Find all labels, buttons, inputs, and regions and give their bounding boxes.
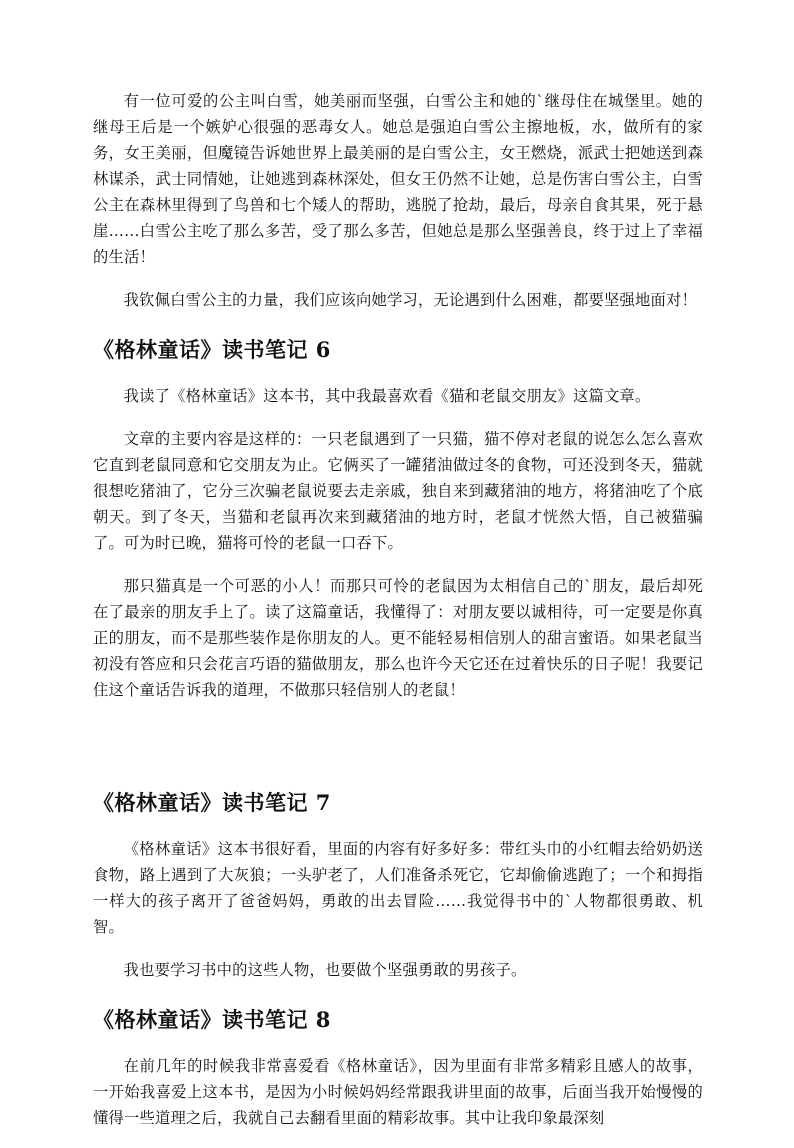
section-6-heading: 《格林童话》读书笔记 6 <box>93 337 331 362</box>
section-8-heading: 《格林童话》读书笔记 8 <box>93 1007 331 1032</box>
section-7-heading: 《格林童话》读书笔记 7 <box>93 790 331 815</box>
section-8-paragraph-1: 在前几年的时候我非常喜爱看《格林童话》，因为里面有非常多精彩且感人的故事，一开始我喜爱上这本书，是因为小时候妈妈经常跟我讲里面的故事，后面当我开始慢慢的懂得一些道理之后，我就自己去翻看里面的精彩故事。其中让我印象最深刻 <box>93 1057 703 1127</box>
section-6-paragraph-1: 我读了《格林童话》这本书，其中我最喜欢看《猫和老鼠交朋友》这篇文章。 <box>123 387 651 405</box>
section-7-paragraph-2: 我也要学习书中的这些人物，也要做个坚强勇敢的男孩子。 <box>123 961 527 979</box>
section-6-paragraph-2: 文章的主要内容是这样的：一只老鼠遇到了一只猫，猫不停对老鼠的说怎么怎么喜欢它直到老鼠同意和它交朋友为止。它俩买了一罐猪油做过冬的食物，可还没到冬天，猫就很想吃猪油了，它分三次骗老鼠说要去走亲戚，独自来到藏猪油的地方，将猪油吃了个底朝天。到了冬天，当猫和老鼠再次来到藏猪油的地方时，老鼠才恍然大悟，自己被猫骗了。可为时已晚，猫将可怜的老鼠一口吞下。 <box>93 430 703 552</box>
document-body <box>93 88 703 1148</box>
section-7-paragraph-1: 《格林童话》这本书很好看，里面的内容有好多好多：带红头巾的小红帽去给奶奶送食物，路上遇到了大灰狼；一头驴老了，人们准备杀死它，它却偷偷逃跑了；一个和拇指一样大的孩子离开了爸爸妈妈，勇敢的出去冒险……我觉得书中的`人物都很勇敢、机智。 <box>93 840 703 936</box>
intro-paragraph-2: 我钦佩白雪公主的力量，我们应该向她学习，无论遇到什么困难，都要坚强地面对！ <box>123 291 697 309</box>
section-spacer <box>93 720 703 766</box>
section-6-paragraph-3: 那只猫真是一个可恶的小人！而那只可怜的老鼠因为太相信自己的`朋友，最后却死在了最亲的朋友手上了。读了这篇童话，我懂得了：对朋友要以诚相待，可一定要是你真正的朋友，而不是那些装作是你朋友的人。更不能轻易相信别人的甜言蜜语。如果老鼠当初没有答应和只会花言巧语的猫做朋友，那么也许今天它还在过着快乐的日子呢！我要记住这个童话告诉我的道理，不做那只轻信别人的老鼠！ <box>93 577 703 699</box>
intro-paragraph-1: 有一位可爱的公主叫白雪，她美丽而坚强，白雪公主和她的`继母住在城堡里。她的继母王后是一个嫉妒心很强的恶毒女人。她总是强迫白雪公主擦地板，水，做所有的家务，女王美丽，但魔镜告诉她世界上最美丽的是白雪公主，女王燃烧，派武士把她送到森林谋杀，武士同情她，让她逃到森林深处，但女王仍然不让她，总是伤害白雪公主，白雪公主在森林里得到了鸟兽和七个矮人的帮助，逃脱了抢劫，最后，母亲自食其果，死于悬崖……白雪公主吃了那么多苦，受了那么多苦，但她总是那么坚强善良，终于过上了幸福的生活！ <box>93 92 703 266</box>
